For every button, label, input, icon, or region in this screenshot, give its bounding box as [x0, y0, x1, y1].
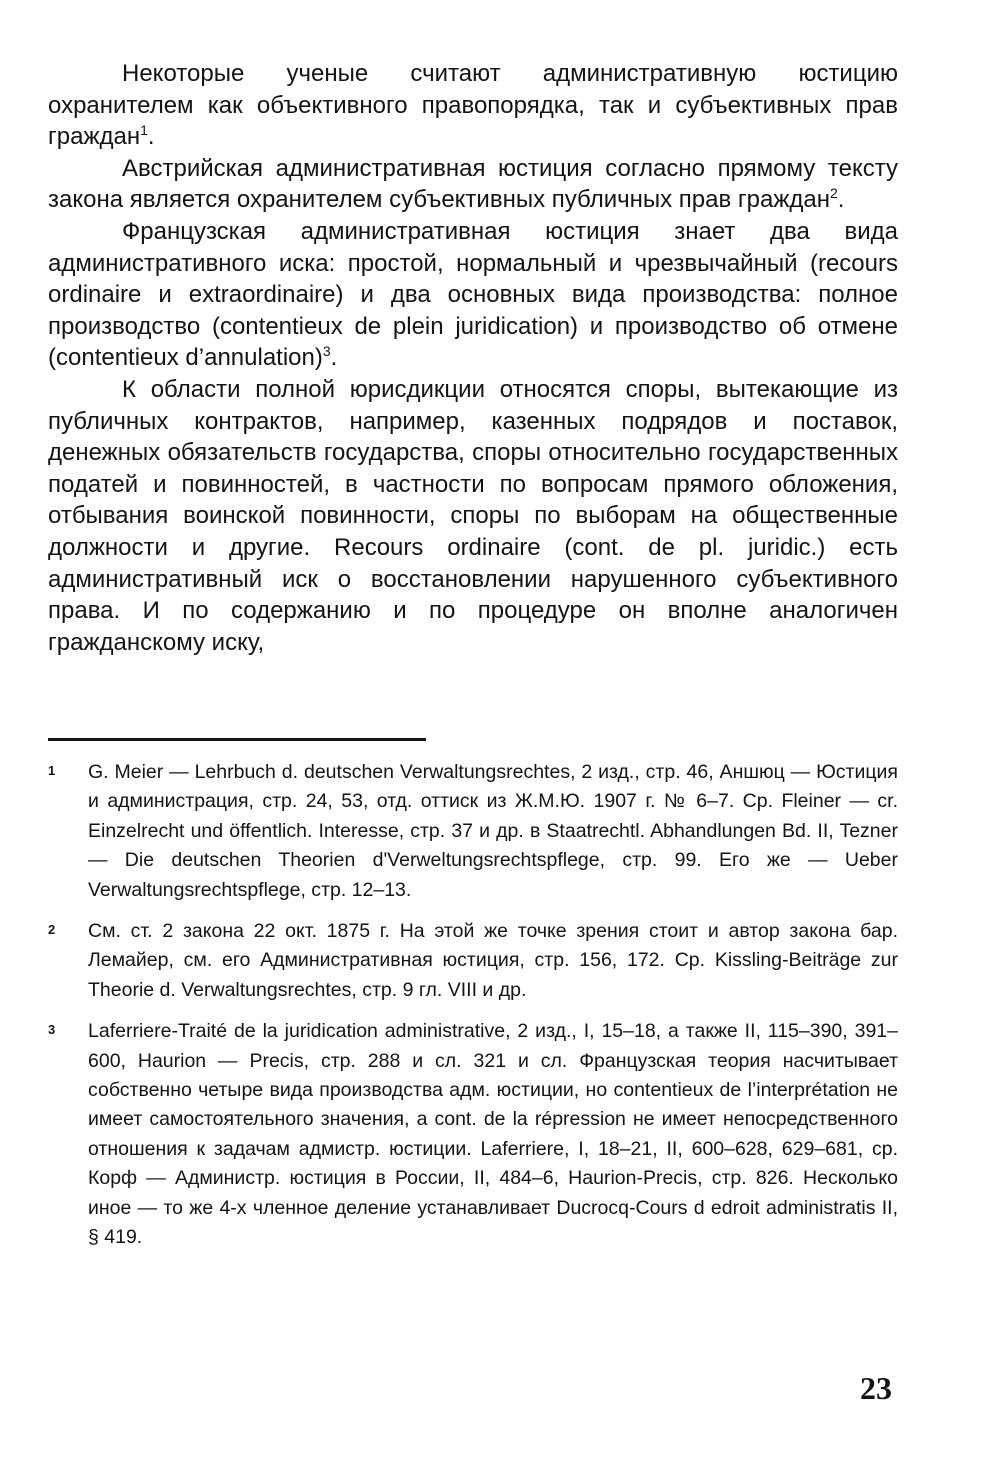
footnote-reference: 1 — [140, 122, 148, 139]
paragraph-text: Австрийская административная юстиция согласно прямому тексту закона является охранителем субъективных публичных прав граждан — [48, 154, 898, 214]
footnotes — [48, 758, 898, 1265]
paragraph-end: . — [147, 123, 155, 151]
footnote-reference: 2 — [830, 185, 838, 202]
footnote-divider — [48, 738, 426, 741]
main-text — [48, 58, 898, 658]
paragraph — [48, 374, 898, 658]
paragraph — [48, 153, 898, 216]
footnote-text: См. ст. 2 закона 22 окт. 1875 г. На этой же точке зрения стоит и автор закона бар. Лемайер, см. его Административная юстиция, стр. 156, 172. Ср. Kissling-Beiträge zur Theorie d. Verwaltungsrechtes, стр. 9 гл. VIII и др. — [88, 920, 898, 1001]
book-page — [48, 58, 898, 1438]
paragraph-text: К области полной юрисдикции относятся споры, вытекающие из публичных контрактов, например, казенных подрядов и поставок, денежных обязательств государства, споры относительно государственных податей и повинностей, в частности по вопросам прямого обложения, отбывания воинской повинности, споры по выборам на общественные должности и другие. Recours ordinaire (cont. de pl. juridic.) есть административный иск о восстановлении нарушенного субъективного права. И по содержанию и по процедуре он вполне аналогичен гражданскому иску, — [48, 375, 898, 656]
paragraph — [48, 58, 898, 153]
footnote-text: Laferriere-Traité de la juridication administrative, 2 изд., I, 15–18, а также II, 115–390, 391–600, Haurion — Precis, стр. 288 и сл. 321 и сл. Французская теория насчитывает собственно четыре вида производства адм. юстиции, но contentieux de l’interprétation не имеет самостоятельного значения, а cont. de la répression не имеет непосредственного отношения к задачам адмистр. юстиции. Laferriere, I, 18–21, II, 600–628, 629–681, ср. Корф — Администр. юстиция в России, II, 484–6, Haurion-Precis, стр. 826. Несколько иное — то же 4-х членное деление устанавливает Ducrocq-Cours d edroit administratis II, § 419. — [88, 1020, 898, 1249]
footnote — [48, 917, 898, 1005]
footnote — [48, 758, 898, 905]
footnote-reference: 3 — [322, 343, 331, 360]
paragraph-text: Французская административная юстиция знает два вида административного иска: простой, нормальный и чрезвычайный (recours ordinaire и extraordinaire) и два основных вида производства: полное производство (contentieux de plein juridication) и производство об отмене (contentieux d’annulation) — [48, 217, 898, 372]
footnote-mark: 3 — [48, 1022, 56, 1038]
paragraph-text: Некоторые ученые считают административную юстицию охранителем как объективного правопорядка, так и субъективных прав граждан — [48, 60, 898, 151]
paragraph — [48, 216, 898, 374]
footnote-text: G. Meier — Lehrbuch d. deutschen Verwaltungsrechtes, 2 изд., стр. 46, Аншюц — Юстиция и администрация, стр. 24, 53, отд. оттиск из Ж.М.Ю. 1907 г. № 6–7. Ср. Fleiner — cr. Einzelrecht und öffentlich. Interesse, стр. 37 и др. в Staatrechtl. Abhandlungen Bd. II, Tezner — Die deutschen Theorien d'Verweltungsrechtspflege, стр. 99. Его же — Ueber Verwaltungsrechtspflege, стр. 12–13. — [88, 761, 898, 901]
paragraph-end: . — [837, 186, 845, 214]
footnote-mark: 2 — [48, 922, 56, 938]
footnote — [48, 1017, 898, 1252]
page-number: 23 — [860, 1370, 892, 1406]
footnote-mark: 1 — [48, 763, 56, 778]
paragraph-end: . — [330, 344, 338, 372]
